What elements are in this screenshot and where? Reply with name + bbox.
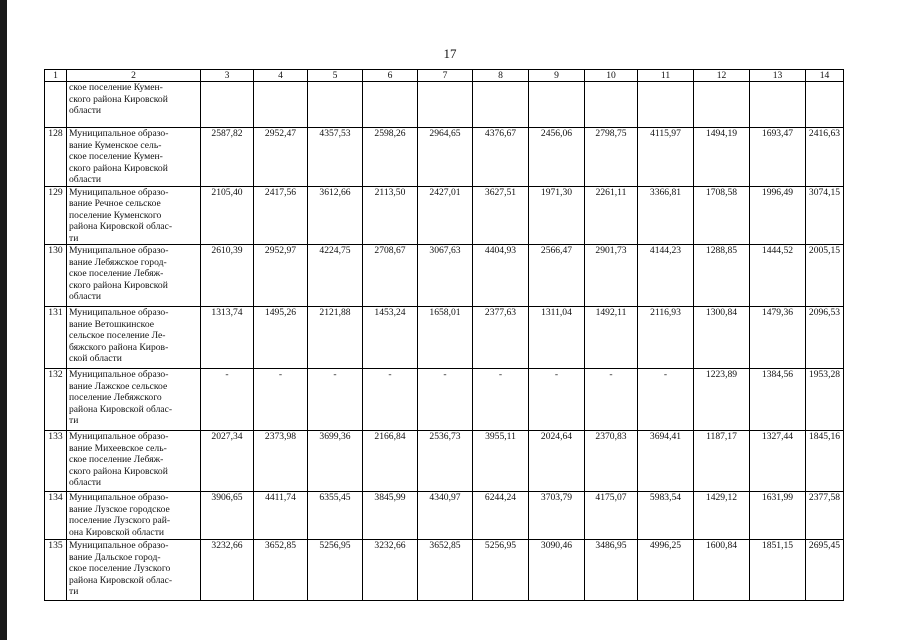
value-cell <box>418 82 473 128</box>
value-cell: 2952,47 <box>254 128 308 187</box>
value-cell: 1495,26 <box>254 307 308 369</box>
value-cell <box>363 82 418 128</box>
value-cell: 1658,01 <box>418 307 473 369</box>
value-cell: 2610,39 <box>201 245 254 307</box>
value-cell: 2456,06 <box>529 128 585 187</box>
value-cell: 1300,84 <box>694 307 750 369</box>
value-cell: 4115,97 <box>638 128 694 187</box>
page-number: 17 <box>443 46 457 61</box>
column-header: 11 <box>638 70 694 82</box>
value-cell: 3366,81 <box>638 186 694 245</box>
value-cell: 2695,45 <box>806 540 844 601</box>
value-cell: 3699,36 <box>308 431 363 492</box>
value-cell: 3652,85 <box>254 540 308 601</box>
table-row <box>45 128 844 187</box>
column-header: 1 <box>45 70 67 82</box>
value-cell: 2416,63 <box>806 128 844 187</box>
column-header: 4 <box>254 70 308 82</box>
value-cell: 2964,65 <box>418 128 473 187</box>
value-cell: - <box>201 369 254 431</box>
value-cell: 3845,99 <box>363 492 418 540</box>
value-cell: 2377,58 <box>806 492 844 540</box>
value-cell <box>750 82 806 128</box>
value-cell: 1494,19 <box>694 128 750 187</box>
table-row <box>45 186 844 245</box>
row-number: 128 <box>45 128 67 187</box>
value-cell: 2598,26 <box>363 128 418 187</box>
value-cell: - <box>418 369 473 431</box>
value-cell: 1631,99 <box>750 492 806 540</box>
column-header: 9 <box>529 70 585 82</box>
value-cell: 2166,84 <box>363 431 418 492</box>
value-cell: - <box>363 369 418 431</box>
value-cell: 4996,25 <box>638 540 694 601</box>
value-cell: 1971,30 <box>529 186 585 245</box>
column-header: 12 <box>694 70 750 82</box>
value-cell: 6244,24 <box>473 492 529 540</box>
value-cell: 2113,50 <box>363 186 418 245</box>
value-cell: 3906,65 <box>201 492 254 540</box>
row-number: 132 <box>45 369 67 431</box>
value-cell: 2261,11 <box>585 186 638 245</box>
value-cell: 2024,64 <box>529 431 585 492</box>
value-cell: - <box>638 369 694 431</box>
value-cell: 4357,53 <box>308 128 363 187</box>
row-number: 134 <box>45 492 67 540</box>
tariff-table <box>44 69 844 601</box>
value-cell: 3955,11 <box>473 431 529 492</box>
municipality-name: Муниципальное образо- вание Дальское город- ское поселение Лузского района Кировской облас- ти <box>67 540 201 601</box>
table-row <box>45 431 844 492</box>
header-row <box>45 70 844 82</box>
column-header: 5 <box>308 70 363 82</box>
value-cell: - <box>585 369 638 431</box>
value-cell: 3703,79 <box>529 492 585 540</box>
value-cell: 3612,66 <box>308 186 363 245</box>
column-header: 8 <box>473 70 529 82</box>
value-cell: 2427,01 <box>418 186 473 245</box>
value-cell: 1311,04 <box>529 307 585 369</box>
value-cell: 4404,93 <box>473 245 529 307</box>
municipality-name: Муниципальное образо- вание Михеевское сель- ское поселение Лебяж- ского района Кировской области <box>67 431 201 492</box>
column-header: 13 <box>750 70 806 82</box>
value-cell: 3627,51 <box>473 186 529 245</box>
value-cell: 1845,16 <box>806 431 844 492</box>
column-header: 14 <box>806 70 844 82</box>
value-cell: 3090,46 <box>529 540 585 601</box>
value-cell: 2105,40 <box>201 186 254 245</box>
value-cell: 3232,66 <box>201 540 254 601</box>
value-cell: 4411,74 <box>254 492 308 540</box>
value-cell: 2377,63 <box>473 307 529 369</box>
value-cell: 5256,95 <box>473 540 529 601</box>
value-cell <box>201 82 254 128</box>
value-cell: 4224,75 <box>308 245 363 307</box>
row-number: 133 <box>45 431 67 492</box>
value-cell: 1953,28 <box>806 369 844 431</box>
value-cell: 3232,66 <box>363 540 418 601</box>
value-cell: 5983,54 <box>638 492 694 540</box>
value-cell: 2417,56 <box>254 186 308 245</box>
value-cell: 1492,11 <box>585 307 638 369</box>
value-cell: 2121,88 <box>308 307 363 369</box>
value-cell: 1444,52 <box>750 245 806 307</box>
row-number <box>45 82 67 128</box>
row-number: 130 <box>45 245 67 307</box>
column-header: 6 <box>363 70 418 82</box>
value-cell: 1693,47 <box>750 128 806 187</box>
value-cell: 1479,36 <box>750 307 806 369</box>
value-cell: 1851,15 <box>750 540 806 601</box>
scan-edge-bar <box>0 0 7 640</box>
value-cell: - <box>308 369 363 431</box>
column-header: 10 <box>585 70 638 82</box>
value-cell: 2116,93 <box>638 307 694 369</box>
value-cell: 2096,53 <box>806 307 844 369</box>
value-cell <box>806 82 844 128</box>
table-row <box>45 307 844 369</box>
value-cell: 2798,75 <box>585 128 638 187</box>
table-row <box>45 245 844 307</box>
value-cell: 1600,84 <box>694 540 750 601</box>
row-number: 135 <box>45 540 67 601</box>
value-cell: 4175,07 <box>585 492 638 540</box>
table-row <box>45 540 844 601</box>
value-cell: 4376,67 <box>473 128 529 187</box>
municipality-name: Муниципальное образо- вание Ветошкинское сельское поселение Ле- бяжского района Киров- ской области <box>67 307 201 369</box>
value-cell: 2027,34 <box>201 431 254 492</box>
value-cell: 5256,95 <box>308 540 363 601</box>
value-cell <box>308 82 363 128</box>
value-cell: 2952,97 <box>254 245 308 307</box>
value-cell: 3694,41 <box>638 431 694 492</box>
value-cell <box>694 82 750 128</box>
value-cell: 1429,12 <box>694 492 750 540</box>
value-cell: 3067,63 <box>418 245 473 307</box>
value-cell: 2536,73 <box>418 431 473 492</box>
municipality-name: Муниципальное образо- вание Куменское сель- ское поселение Кумен- ского района Кировской области <box>67 128 201 187</box>
column-header: 7 <box>418 70 473 82</box>
value-cell: 3074,15 <box>806 186 844 245</box>
value-cell: 2587,82 <box>201 128 254 187</box>
value-cell <box>585 82 638 128</box>
value-cell: 1384,56 <box>750 369 806 431</box>
value-cell: 2005,15 <box>806 245 844 307</box>
value-cell <box>254 82 308 128</box>
value-cell: 1288,85 <box>694 245 750 307</box>
value-cell: 6355,45 <box>308 492 363 540</box>
value-cell <box>529 82 585 128</box>
value-cell: 1313,74 <box>201 307 254 369</box>
value-cell: 2708,67 <box>363 245 418 307</box>
value-cell <box>473 82 529 128</box>
value-cell: 4340,97 <box>418 492 473 540</box>
table-row <box>45 82 844 128</box>
municipality-name: Муниципальное образо- вание Лузское городское поселение Лузского рай- она Кировской области <box>67 492 201 540</box>
value-cell: - <box>473 369 529 431</box>
value-cell: 1187,17 <box>694 431 750 492</box>
municipality-name: ское поселение Кумен- ского района Кировской области <box>67 82 201 128</box>
municipality-name: Муниципальное образо- вание Речное сельское поселение Куменского района Кировской облас- ти <box>67 186 201 245</box>
value-cell: 1996,49 <box>750 186 806 245</box>
value-cell: 3486,95 <box>585 540 638 601</box>
value-cell: 3652,85 <box>418 540 473 601</box>
value-cell: - <box>529 369 585 431</box>
table-row <box>45 492 844 540</box>
row-number: 131 <box>45 307 67 369</box>
value-cell: 1223,89 <box>694 369 750 431</box>
value-cell: 2901,73 <box>585 245 638 307</box>
value-cell: - <box>254 369 308 431</box>
value-cell: 2373,98 <box>254 431 308 492</box>
value-cell: 1453,24 <box>363 307 418 369</box>
table-row <box>45 369 844 431</box>
municipality-name: Муниципальное образо- вание Лажское сельское поселение Лебяжского района Кировской облас- ти <box>67 369 201 431</box>
value-cell: 4144,23 <box>638 245 694 307</box>
value-cell: 1327,44 <box>750 431 806 492</box>
municipality-name: Муниципальное образо- вание Лебяжское город- ское поселение Лебяж- ского района Кировской области <box>67 245 201 307</box>
value-cell <box>638 82 694 128</box>
value-cell: 1708,58 <box>694 186 750 245</box>
value-cell: 2566,47 <box>529 245 585 307</box>
row-number: 129 <box>45 186 67 245</box>
column-header: 2 <box>67 70 201 82</box>
column-header: 3 <box>201 70 254 82</box>
value-cell: 2370,83 <box>585 431 638 492</box>
